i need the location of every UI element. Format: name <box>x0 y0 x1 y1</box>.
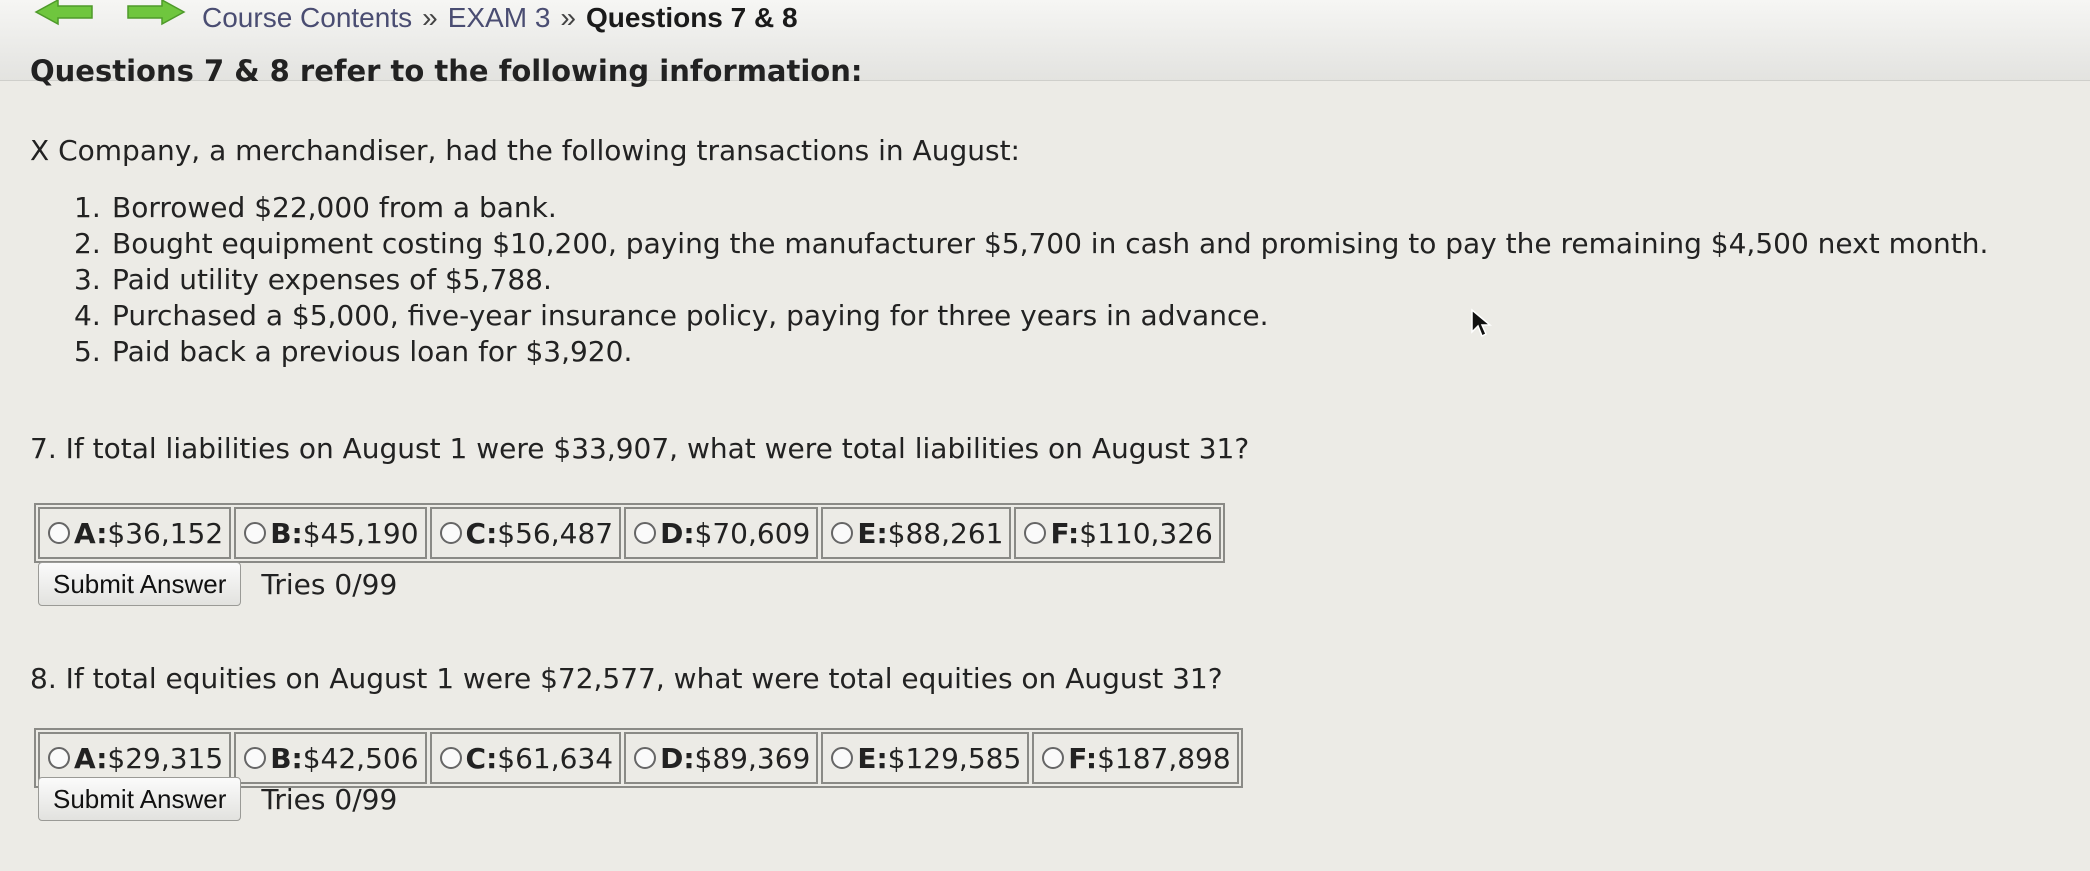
breadcrumb-separator: » <box>422 2 438 33</box>
q7-choice-e[interactable]: E: $88,261 <box>821 507 1011 559</box>
q7-choice-b[interactable]: B: $45,190 <box>234 507 426 559</box>
q7-tries-counter: Tries 0/99 <box>261 567 398 601</box>
breadcrumb-course-contents[interactable]: Course Contents <box>202 2 413 33</box>
forward-arrow-icon[interactable] <box>126 0 186 36</box>
q7-choice-c[interactable]: C: $56,487 <box>430 507 622 559</box>
radio-button[interactable] <box>831 522 853 544</box>
list-item: 4. Purchased a $5,000, five-year insurance policy, paying for three years in advance. <box>74 299 1269 332</box>
list-item: 1. Borrowed $22,000 from a bank. <box>74 191 557 224</box>
q8-choice-d[interactable]: D: $89,369 <box>624 732 818 784</box>
radio-button[interactable] <box>1024 522 1046 544</box>
radio-button[interactable] <box>831 747 853 769</box>
question-7-choices <box>34 503 1225 563</box>
breadcrumb <box>202 2 798 34</box>
question-8-text: 8. If total equities on August 1 were $72,577, what were total equities on August 31? <box>30 662 1223 695</box>
radio-button[interactable] <box>48 522 70 544</box>
q7-choice-f[interactable]: F: $110,326 <box>1014 507 1220 559</box>
list-item: 2. Bought equipment costing $10,200, paying the manufacturer $5,700 in cash and promising to pay the remaining $4,500 next month. <box>74 227 1989 260</box>
list-item: 3. Paid utility expenses of $5,788. <box>74 263 552 296</box>
q8-choice-c[interactable]: C: $61,634 <box>430 732 622 784</box>
question-7-submit-row <box>38 562 397 606</box>
breadcrumb-separator: » <box>560 2 576 33</box>
intro-text: X Company, a merchandiser, had the following transactions in August: <box>30 134 1020 167</box>
radio-button[interactable] <box>1042 747 1064 769</box>
back-arrow-icon[interactable] <box>34 0 94 36</box>
radio-button[interactable] <box>244 747 266 769</box>
mouse-pointer-icon <box>1470 308 1494 340</box>
transaction-list <box>74 190 1988 370</box>
q8-tries-counter: Tries 0/99 <box>261 782 398 816</box>
breadcrumb-current: Questions 7 & 8 <box>585 2 798 33</box>
radio-button[interactable] <box>244 522 266 544</box>
radio-button[interactable] <box>634 522 656 544</box>
list-item: 5. Paid back a previous loan for $3,920. <box>74 335 633 368</box>
breadcrumb-exam[interactable]: EXAM 3 <box>447 2 551 33</box>
page-heading: Questions 7 & 8 refer to the following information: <box>30 54 863 88</box>
radio-button[interactable] <box>48 747 70 769</box>
question-8-submit-row <box>38 777 397 821</box>
radio-button[interactable] <box>440 747 462 769</box>
q7-choice-a[interactable]: A: $36,152 <box>38 507 231 559</box>
q8-choice-b[interactable]: B: $42,506 <box>234 732 426 784</box>
radio-button[interactable] <box>634 747 656 769</box>
radio-button[interactable] <box>440 522 462 544</box>
q8-choice-e[interactable]: E: $129,585 <box>821 732 1029 784</box>
q8-submit-answer-button[interactable]: Submit Answer <box>38 777 241 821</box>
q7-choice-d[interactable]: D: $70,609 <box>624 507 818 559</box>
question-7-text: 7. If total liabilities on August 1 were $33,907, what were total liabilities on August 31? <box>30 432 1250 465</box>
q8-choice-a[interactable]: A: $29,315 <box>38 732 231 784</box>
q8-choice-f[interactable]: F: $187,898 <box>1032 732 1238 784</box>
q7-submit-answer-button[interactable]: Submit Answer <box>38 562 241 606</box>
